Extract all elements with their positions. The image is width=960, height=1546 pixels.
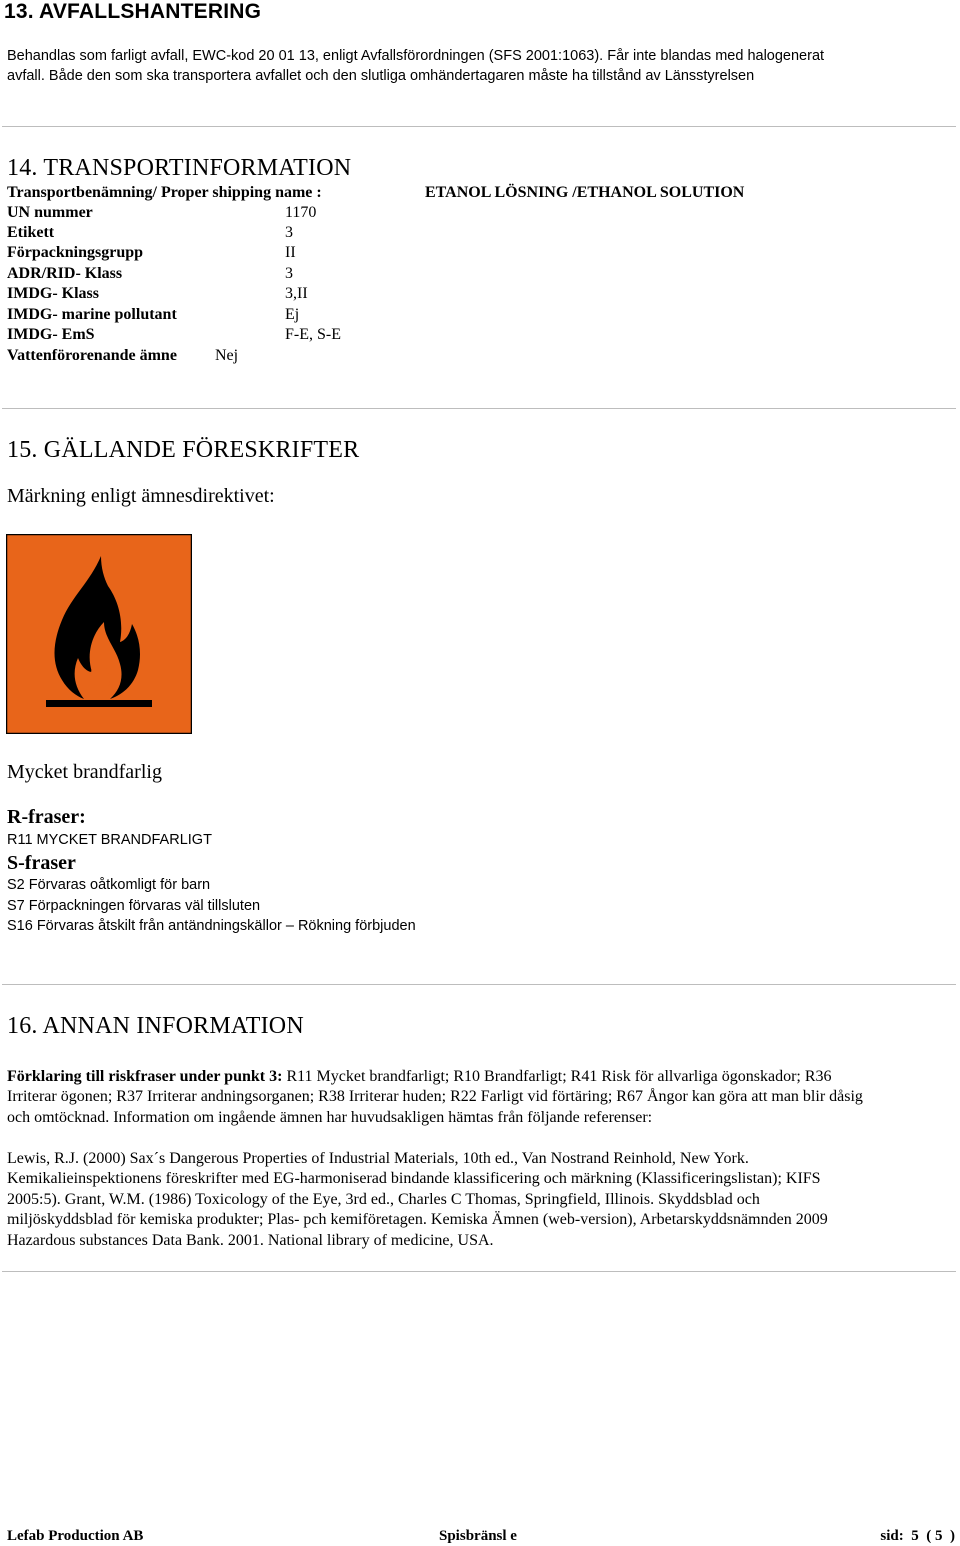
footer-product: Spisbränsl e: [439, 1528, 517, 1544]
reference-line: 2005:5). Grant, W.M. (1986) Toxicology of the Eye, 3rd ed., Charles C Thomas, Springfield, Illinois. Skyddsblad och: [7, 1191, 760, 1208]
s-phrase-item: S16 Förvaras åtskilt från antändningskällor – Rökning förbjuden: [7, 918, 416, 934]
section-13-line-1: Behandlas som farligt avfall, EWC-kod 20 01 13, enligt Avfallsförordningen (SFS 2001:1063). Får inte blandas med halogenerat: [7, 48, 825, 64]
s-phrases-heading: S-fraser: [7, 852, 76, 874]
explanation-line-1: [7, 1068, 832, 1086]
transport-row-label: Vattenförorenande ämne: [7, 347, 177, 364]
section-14-title: 14. TRANSPORTINFORMATION: [7, 155, 352, 181]
transport-row-value: 1170: [285, 204, 317, 221]
transport-row-label: IMDG- Klass: [7, 285, 99, 302]
transport-row-value: II: [285, 244, 296, 261]
reference-line: Lewis, R.J. (2000) Sax´s Dangerous Properties of Industrial Materials, 10th ed., Van Nostrand Reinhold, New York.: [7, 1150, 749, 1167]
shipping-name-value: ETANOL LÖSNING /ETHANOL SOLUTION: [425, 184, 745, 201]
divider: [2, 126, 956, 127]
section-16-title: 16. ANNAN INFORMATION: [7, 1013, 304, 1039]
reference-line: miljöskyddsblad för kemiska produkter; Plas- pch kemiföretagen. Kemiska Ämnen (web-version), Arbetarskyddsnämnden 2009: [7, 1211, 828, 1228]
transport-row-label: IMDG- EmS: [7, 326, 95, 343]
labeling-subtitle: Märkning enligt ämnesdirektivet:: [7, 485, 275, 507]
footer-page-number: sid: 5 ( 5 ): [880, 1528, 955, 1544]
transport-row-label: ADR/RID- Klass: [7, 265, 123, 282]
flammable-pictogram-icon: [6, 534, 192, 734]
transport-row-value: Nej: [215, 347, 239, 364]
section-15-title: 15. GÄLLANDE FÖRESKRIFTER: [7, 437, 360, 463]
explanation-label: Förklaring till riskfraser under punkt 3:: [7, 1068, 283, 1085]
transport-row-value: 3: [285, 224, 293, 241]
divider: [2, 1271, 956, 1272]
explanation-text: R11 Mycket brandfarligt; R10 Brandfarligt; R41 Risk för allvarliga ögonskador; R36: [286, 1068, 832, 1085]
s-phrase-item: S2 Förvaras oåtkomligt för barn: [7, 877, 211, 893]
r-phrase-item: R11 MYCKET BRANDFARLIGT: [7, 832, 212, 848]
transport-row-label: UN nummer: [7, 204, 93, 221]
transport-row-value: 3,II: [285, 285, 308, 302]
explanation-line-2: Irriterar ögonen; R37 Irriterar andningsorganen; R38 Irriterar huden; R22 Farligt vid förtäring; R67 Ångor kan göra att man blir dåsig: [7, 1088, 863, 1105]
reference-line: Kemikalieinspektionens föreskrifter med EG-harmoniserad bindande klassificering och märkning (Klassificeringslistan); KIFS: [7, 1170, 821, 1187]
transport-row-label: IMDG- marine pollutant: [7, 306, 177, 323]
transport-row-label: Etikett: [7, 224, 55, 241]
transport-row-label: Förpackningsgrupp: [7, 244, 144, 261]
hazard-designation: Mycket brandfarlig: [7, 761, 162, 783]
transport-row-value: Ej: [285, 306, 300, 323]
section-13-line-2: avfall. Både den som ska transportera avfallet och den slutliga omhändertagaren måste ha tillstånd av Länsstyrelsen: [7, 68, 755, 84]
shipping-name-label: Transportbenämning/ Proper shipping name :: [7, 184, 322, 201]
transport-row-value: 3: [285, 265, 293, 282]
reference-line: Hazardous substances Data Bank. 2001. National library of medicine, USA.: [7, 1232, 494, 1249]
transport-row-value: F-E, S-E: [285, 326, 341, 343]
s-phrase-item: S7 Förpackningen förvaras väl tillsluten: [7, 898, 261, 914]
r-phrases-heading: R-fraser:: [7, 806, 86, 828]
divider: [2, 984, 956, 985]
footer-company: Lefab Production AB: [7, 1528, 144, 1544]
divider: [2, 408, 956, 409]
explanation-line-3: och omtöcknad. Information om ingående ämnen har huvudsakligen hämtas från följande referenser:: [7, 1109, 653, 1126]
section-13-title: 13. AVFALLSHANTERING: [4, 0, 262, 23]
